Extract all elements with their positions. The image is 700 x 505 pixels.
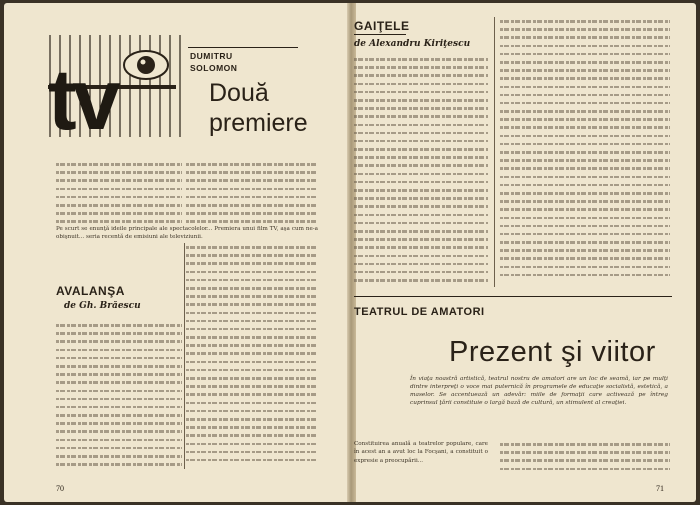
body-column-left xyxy=(56,321,182,469)
title-underline xyxy=(354,34,406,35)
closing-text: Constituirea anuală a teatrelor populare, care în acest an a avut loc la Focşani, a constituit o expresie a preocupării... xyxy=(354,441,488,464)
left-page xyxy=(4,3,349,502)
author-rule xyxy=(188,47,298,48)
article1-author: de Alexandru Kiriţescu xyxy=(354,39,471,49)
left-page-number: 70 xyxy=(56,484,64,493)
intro-column-right xyxy=(186,160,318,228)
closing-column-right xyxy=(500,440,670,472)
right-column-divider xyxy=(494,17,495,287)
big-title: Prezent şi viitor xyxy=(449,336,656,368)
intro-text: Pe scurt se enunţă ideile principale ale spectacolelor... Premiera unui film TV, aşa cum ne-a obişnuit... seria recentă de emisiuni ale televiziunii. xyxy=(56,226,318,241)
article2-author: de Gh. Brăescu xyxy=(64,301,141,311)
body-column-right xyxy=(186,243,318,469)
title-line1: Două xyxy=(209,79,269,107)
article1-column-right xyxy=(500,17,670,287)
magazine-spread xyxy=(4,3,696,502)
italic-intro: În viaţa noastră artistică, teatrul nostru de amatori are un loc de seamă, iar pe mulţi dintre interpreţi o voce mai puternică în programele de educaţie socialistă, estetică, a maselor. Se accentuează un adevăr: miile de formaţii care activează pe întreg cuprinsul ţării constituie o largă bază de cultură, un stimulent al creaţiei. xyxy=(410,376,668,406)
title-line2: premiere xyxy=(209,109,308,137)
intro-column-left xyxy=(56,160,182,228)
column-divider xyxy=(184,243,185,469)
right-page xyxy=(354,3,696,502)
article1-column-left xyxy=(354,55,488,287)
article1-title: GAIŢELE xyxy=(354,19,410,33)
section-rule xyxy=(354,296,672,297)
author-first: DUMITRU xyxy=(190,51,233,61)
section-title: TEATRUL DE AMATORI xyxy=(354,306,485,318)
article2-title: AVALANŞA xyxy=(56,284,125,298)
left-author xyxy=(190,50,237,74)
tv-letters: tv xyxy=(48,52,117,148)
left-title xyxy=(209,78,308,138)
right-page-number: 71 xyxy=(656,484,664,493)
author-last: SOLOMON xyxy=(190,63,238,73)
